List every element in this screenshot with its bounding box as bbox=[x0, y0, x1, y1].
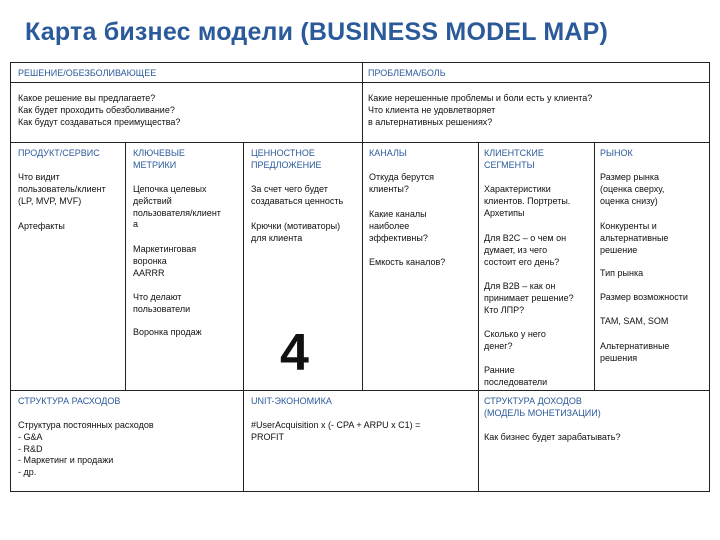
product-header: ПРОДУКТ/СЕРВИС bbox=[18, 148, 100, 158]
market-text-tam-sam-som: TAM, SAM, SOM bbox=[600, 316, 669, 326]
product-text-what-user-sees: Что видит пользователь/клиент (LP, MVP, MVF) bbox=[18, 172, 106, 206]
grid-line bbox=[10, 390, 710, 391]
segments-header: КЛИЕНТСКИЕ СЕГМЕНТЫ bbox=[484, 148, 544, 170]
solution-header: РЕШЕНИЕ/ОБЕЗБОЛИВАЮЩЕЕ bbox=[18, 68, 157, 78]
page-title: Карта бизнес модели (BUSINESS MODEL MAP) bbox=[25, 18, 609, 46]
grid-line bbox=[10, 142, 710, 143]
channels-text-capacity: Емкость каналов? bbox=[369, 257, 446, 267]
unit-economics-header: UNIT-ЭКОНОМИКА bbox=[251, 396, 332, 406]
segments-text-b2c: Для B2C – о чем он думает, из чего состоит его день? bbox=[484, 233, 567, 267]
segments-text-characteristics: Характеристики клиентов. Портреты. Архетипы bbox=[484, 184, 571, 218]
solution-text: Какое решение вы предлагаете? Как будет проходить обезболивание? Как будут создаваться преимущества? bbox=[18, 93, 181, 127]
revenue-header: СТРУКТУРА ДОХОДОВ (МОДЕЛЬ МОНЕТИЗАЦИИ) bbox=[484, 396, 601, 418]
unit-economics-formula: #UserAcquisition x (- CPA + ARPU x C1) = PROFIT bbox=[251, 420, 421, 442]
product-text-artifacts: Артефакты bbox=[18, 221, 65, 231]
market-text-opportunity: Размер возможности bbox=[600, 292, 688, 302]
segments-text-b2b: Для B2B – как он принимает решение? Кто ЛПР? bbox=[484, 281, 574, 315]
channels-text-sources: Откуда берутся клиенты? bbox=[369, 172, 434, 194]
costs-text: Структура постоянных расходов - G&A - R&D - Маркетинг и продажи - др. bbox=[18, 420, 154, 478]
metrics-text-sales-funnel: Воронка продаж bbox=[133, 327, 202, 337]
costs-header: СТРУКТУРА РАСХОДОВ bbox=[18, 396, 121, 406]
grid-line bbox=[594, 142, 595, 390]
page-number: 4 bbox=[280, 324, 309, 382]
market-header: РЫНОК bbox=[600, 148, 633, 158]
value-text-hooks: Крючки (мотиваторы) для клиента bbox=[251, 221, 341, 243]
channels-header: КАНАЛЫ bbox=[369, 148, 407, 158]
market-text-alternatives: Альтернативные решения bbox=[600, 341, 670, 363]
metrics-text-action-chain: Цепочка целевых действий пользователя/клиент а bbox=[133, 184, 221, 230]
value-header: ЦЕННОСТНОЕ ПРЕДЛОЖЕНИЕ bbox=[251, 148, 322, 170]
grid-line bbox=[362, 142, 363, 390]
grid-line bbox=[362, 62, 363, 142]
segments-text-early-adopters: Ранние последователи bbox=[484, 365, 548, 387]
market-text-size: Размер рынка (оценка сверху, оценка снизу) bbox=[600, 172, 665, 206]
problem-header: ПРОБЛЕМА/БОЛЬ bbox=[368, 68, 446, 78]
value-text-value-creation: За счет чего будет создаваться ценность bbox=[251, 184, 344, 206]
metrics-text-user-actions: Что делают пользователи bbox=[133, 292, 191, 314]
market-text-type: Тип рынка bbox=[600, 268, 644, 278]
grid-line bbox=[478, 142, 479, 492]
grid-line bbox=[243, 142, 244, 492]
problem-text: Какие нерешенные проблемы и боли есть у клиента? Что клиента не удовлетворяет в альтернативных решениях? bbox=[368, 93, 593, 127]
metrics-text-funnel: Маркетинговая воронка AARRR bbox=[133, 244, 197, 278]
grid-line bbox=[125, 142, 126, 390]
revenue-text: Как бизнес будет зарабатывать? bbox=[484, 432, 621, 442]
grid-line bbox=[10, 82, 710, 83]
segments-text-money: Сколько у него денег? bbox=[484, 329, 546, 351]
metrics-header: КЛЮЧЕВЫЕ МЕТРИКИ bbox=[133, 148, 185, 170]
channels-text-effective: Какие каналы наиболее эффективны? bbox=[369, 209, 428, 243]
market-text-competitors: Конкуренты и альтернативные решение bbox=[600, 221, 669, 255]
